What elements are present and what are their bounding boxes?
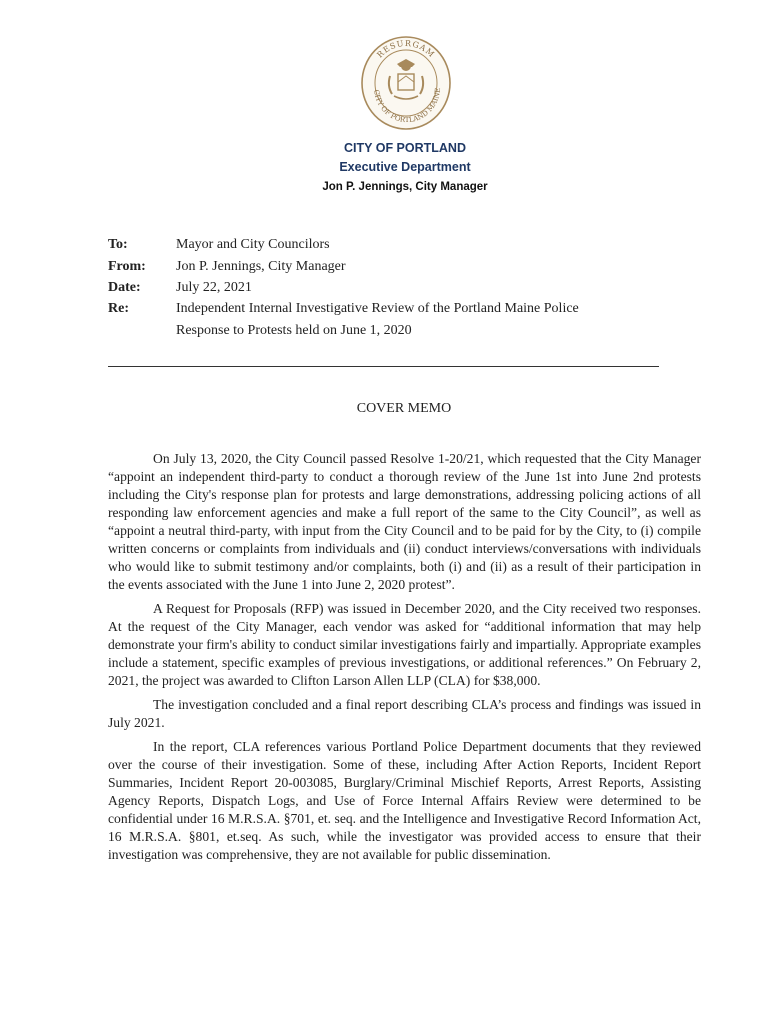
memo-body — [108, 450, 701, 870]
from-label: From: — [108, 259, 146, 274]
svg-text:RESURGAM: RESURGAM — [375, 38, 437, 60]
to-value: Mayor and City Councilors — [176, 237, 330, 252]
re-value-line1: Independent Internal Investigative Review of the Portland Maine Police — [176, 301, 579, 316]
from-value: Jon P. Jennings, City Manager — [176, 259, 346, 274]
header-divider — [108, 366, 659, 367]
paragraph: The investigation concluded and a final report describing CLA’s process and findings was issued in July 2021. — [108, 697, 701, 730]
paragraph: A Request for Proposals (RFP) was issued in December 2020, and the City received two responses. At the request of the City Manager, each vendor was asked for “additional information that may help demonstrate your firm's ability to conduct similar investigations fairly and impartially. Appropriate examples include a statement, specific examples of previous investigations, or additional references.” On February 2, 2021, the project was awarded to Clifton Larson Allen LLP (CLA) for $38,000. — [108, 601, 701, 688]
re-value-line2: Response to Protests held on June 1, 2020 — [176, 323, 412, 338]
city-seal-logo — [360, 28, 452, 130]
svg-text:CITY OF PORTLAND MAINE: CITY OF PORTLAND MAINE — [372, 87, 443, 125]
manager-name: Jon P. Jennings, City Manager — [322, 181, 488, 193]
paragraph: On July 13, 2020, the City Council passed Resolve 1-20/21, which requested that the City Manager “appoint an independent third-party to conduct a thorough review of the June 1st into June 2nd protests including the City's response plan for protests and large demonstrations, addressing policing actions of all responding law enforcement agencies and make a full report of the same to the City Council”, as well as “appoint a neutral third-party, with input from the City Council and to be paid for by the City, to (i) compile written concerns or complaints from individuals and (ii) conduct interviews/conversations with individuals who would like to submit testimony and/or complaints, both (i) and (ii) as a result of their participation in the events associated with the June 1 into June 2, 2020 protest”. — [108, 451, 701, 592]
paragraph: In the report, CLA references various Portland Police Department documents that they reviewed over the course of their investigation. Some of these, including After Action Reports, Incident Report Summaries, Incident Report 20-003085, Burglary/Criminal Mischief Reports, Arrest Reports, Assisting Agency Reports, Dispatch Logs, and Use of Force Internal Affairs Review were determined to be confidential under 16 M.R.S.A. §701, et. seq. and the Intelligence and Investigative Record Information Act, 16 M.R.S.A. §801, et.seq. As such, while the investigator was provided access to ensure that their investigation was comprehensive, they are not available for public dissemination. — [108, 739, 701, 862]
document-title: COVER MEMO — [356, 401, 452, 416]
city-name: CITY OF PORTLAND — [344, 141, 466, 155]
date-label: Date: — [108, 280, 141, 295]
re-label: Re: — [108, 301, 129, 316]
date-value: July 22, 2021 — [176, 280, 252, 295]
department-name: Executive Department — [339, 160, 471, 174]
to-label: To: — [108, 237, 128, 252]
